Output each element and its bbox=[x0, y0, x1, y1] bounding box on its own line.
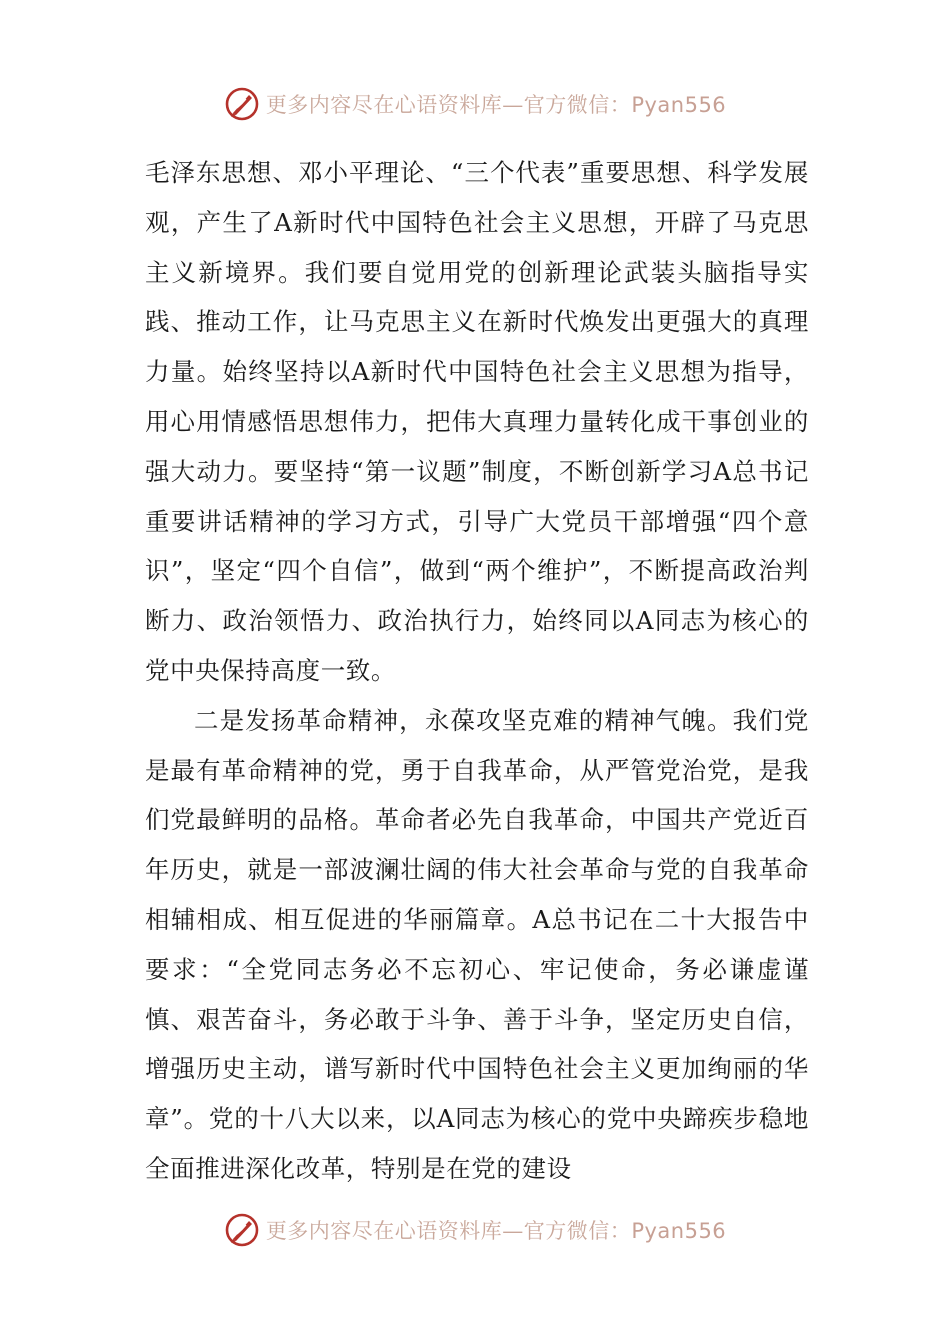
footer-banner bbox=[0, 1208, 950, 1252]
document-body bbox=[145, 148, 809, 1194]
footer-banner-text: 更多内容尽在心语资料库—官方微信：Pyan556 bbox=[265, 1219, 727, 1243]
header-banner bbox=[0, 82, 950, 126]
quill-logo-icon bbox=[224, 86, 260, 122]
paragraph-1: 毛泽东思想、邓小平理论、“三个代表”重要思想、科学发展观，产生了A新时代中国特色社会主义思想，开辟了马克思主义新境界。我们要自觉用党的创新理论武装头脑指导实践、推动工作，让马克思主义在新时代焕发出更强大的真理力量。始终坚持以A新时代中国特色社会主义思想为指导，用心用情感悟思想伟力，把伟大真理力量转化成干事创业的强大动力。要坚持“第一议题”制度，不断创新学习A总书记重要讲话精神的学习方式，引导广大党员干部增强“四个意识”，坚定“四个自信”，做到“两个维护”，不断提高政治判断力、政治领悟力、政治执行力，始终同以A同志为核心的党中央保持高度一致。 bbox=[145, 158, 809, 685]
paragraph-2: 二是发扬革命精神，永葆攻坚克难的精神气魄。我们党是最有革命精神的党，勇于自我革命，从严管党治党，是我们党最鲜明的品格。革命者必先自我革命，中国共产党近百年历史，就是一部波澜壮阔的伟大社会革命与党的自我革命相辅相成、相互促进的华丽篇章。A总书记在二十大报告中要求：“全党同志务必不忘初心、牢记使命，务必谦虚谨慎、艰苦奋斗，务必敢于斗争、善于斗争，坚定历史自信，增强历史主动，谱写新时代中国特色社会主义更加绚丽的华章”。党的十八大以来，以A同志为核心的党中央蹄疾步稳地全面推进深化改革，特别是在党的建设 bbox=[145, 705, 809, 1183]
header-banner-text: 更多内容尽在心语资料库—官方微信：Pyan556 bbox=[265, 93, 727, 117]
quill-logo-icon bbox=[224, 1212, 260, 1248]
